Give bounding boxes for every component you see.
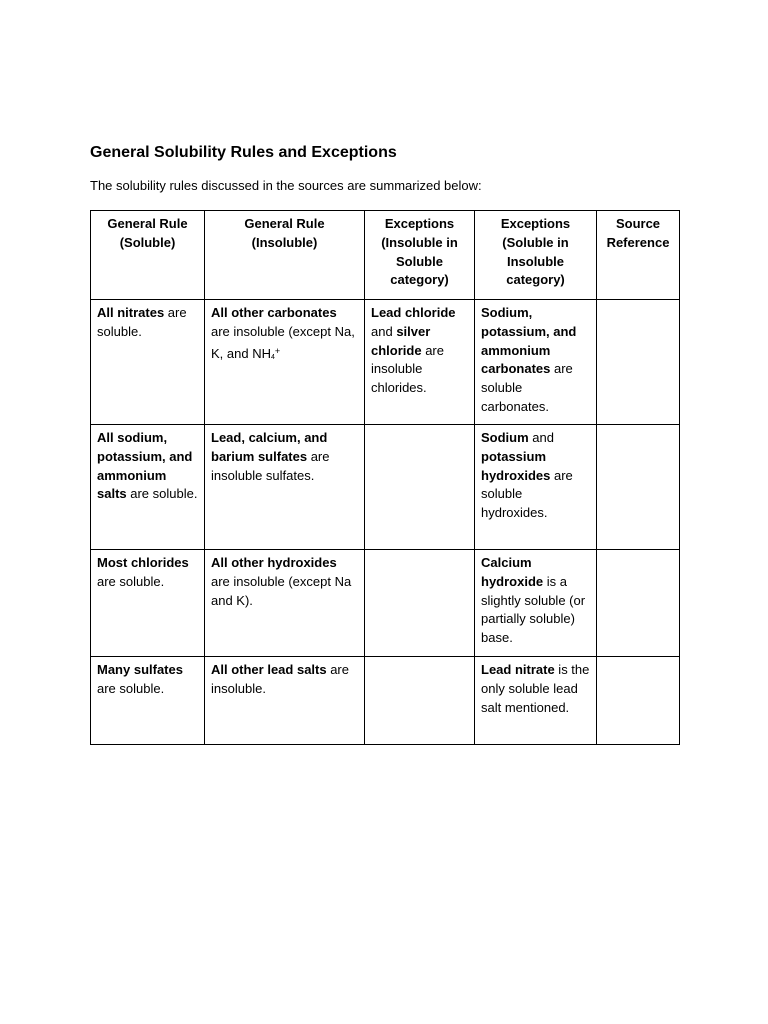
- table-header-row: [91, 211, 680, 300]
- cell-soluble-rule: All sodium, potassium, and ammonium salts are soluble.: [91, 425, 205, 550]
- cell-insoluble-rule: All other hydroxides are insoluble (except Na and K).: [205, 550, 365, 657]
- cell-exception-soluble: Lead nitrate is the only soluble lead salt mentioned.: [475, 657, 597, 745]
- cell-source-reference: [597, 657, 680, 745]
- page-title: General Solubility Rules and Exceptions: [90, 144, 397, 161]
- cell-soluble-rule: All nitrates are soluble.: [91, 300, 205, 425]
- table-row: [91, 550, 680, 657]
- header-exceptions-insoluble: Exceptions (Insoluble in Soluble category): [365, 211, 475, 300]
- solubility-rules-table: [90, 210, 680, 745]
- cell-source-reference: [597, 425, 680, 550]
- header-exceptions-soluble: Exceptions (Soluble in Insoluble category): [475, 211, 597, 300]
- cell-insoluble-rule: All other carbonates are insoluble (except Na, K, and NH4+: [205, 300, 365, 425]
- cell-exception-insoluble: [365, 657, 475, 745]
- cell-exception-insoluble: [365, 550, 475, 657]
- table-row: [91, 425, 680, 550]
- intro-text: The solubility rules discussed in the sources are summarized below:: [90, 178, 482, 193]
- table-row: [91, 300, 680, 425]
- header-source-reference: Source Reference: [597, 211, 680, 300]
- cell-insoluble-rule: All other lead salts are insoluble.: [205, 657, 365, 745]
- cell-exception-soluble: Sodium, potassium, and ammonium carbonates are soluble carbonates.: [475, 300, 597, 425]
- cell-soluble-rule: Many sulfates are soluble.: [91, 657, 205, 745]
- cell-source-reference: [597, 300, 680, 425]
- header-general-rule-soluble: General Rule (Soluble): [91, 211, 205, 300]
- cell-insoluble-rule: Lead, calcium, and barium sulfates are insoluble sulfates.: [205, 425, 365, 550]
- cell-exception-insoluble: Lead chloride and silver chloride are insoluble chlorides.: [365, 300, 475, 425]
- cell-soluble-rule: Most chlorides are soluble.: [91, 550, 205, 657]
- table-row: [91, 657, 680, 745]
- cell-exception-soluble: Calcium hydroxide is a slightly soluble (or partially soluble) base.: [475, 550, 597, 657]
- cell-source-reference: [597, 550, 680, 657]
- header-general-rule-insoluble: General Rule (Insoluble): [205, 211, 365, 300]
- cell-exception-soluble: Sodium and potassium hydroxides are soluble hydroxides.: [475, 425, 597, 550]
- cell-exception-insoluble: [365, 425, 475, 550]
